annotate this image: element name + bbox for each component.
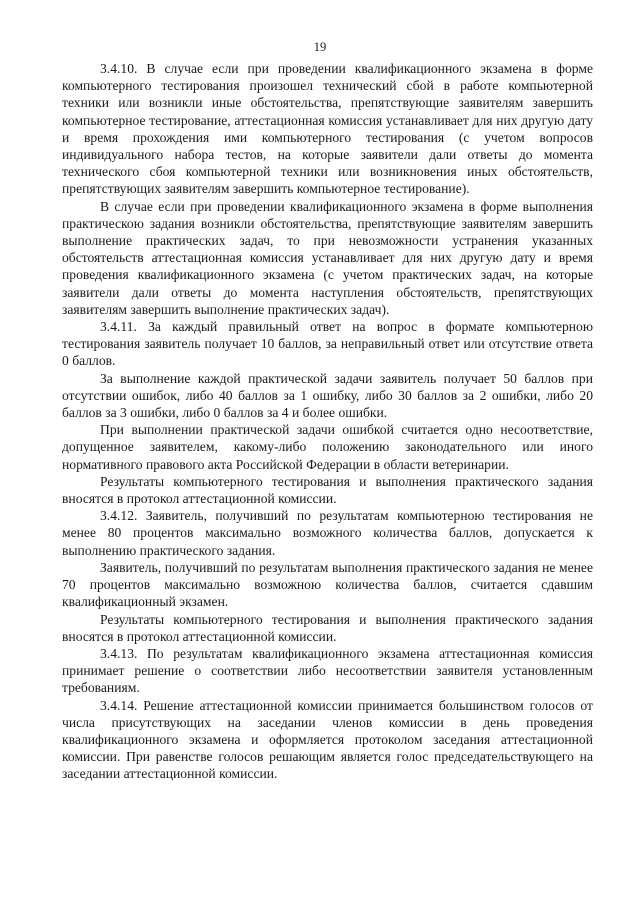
paragraph-results-protocol: Результаты компьютерного тестирования и выполнения практического задания вносятся в протокол аттестационной комиссии.: [62, 473, 593, 507]
page-number: 19: [313, 40, 327, 54]
paragraph-3-4-10: 3.4.10. В случае если при проведении квалификационного экзамена в форме компьютерного тестирования произошел технический сбой в работе компьютерной техники или возникли иные обстоятельства, препятствующие заявителям завершить компьютерное тестирование, аттестационная комиссия устанавливает для них другую дату и время прохождения ими компьютерного тестирования (с учетом вопросов индивидуального набора тестов, на которые заявители дали ответы до момента технического сбоя компьютерной техники или возникновения иных обстоятельств, препятствующих заявителям завершить компьютерное тестирование).: [62, 61, 593, 197]
paragraph-results-protocol-2: Результаты компьютерного тестирования и выполнения практического задания вносятся в протокол аттестационной комиссии.: [62, 611, 593, 644]
paragraph-3-4-13: 3.4.13. По результатам квалификационного экзамена аттестационная комиссия принимает решение о соответствии либо несоответствии заявителя установленным требованиям.: [62, 645, 593, 696]
paragraph-3-4-12: 3.4.12. Заявитель, получивший по результатам компьютерною тестирования не менее 80 процентов максимально возможного количества баллов, допускается к выполнению практического задания.: [62, 508, 593, 558]
paragraph-3-4-11: 3.4.11. За каждый правильный ответ на вопрос в формате компьютерною тестирования заявитель получает 10 баллов, за неправильный ответ или отсутствие ответа 0 баллов.: [62, 319, 593, 369]
document-body: [62, 60, 593, 783]
paragraph-3-4-14: 3.4.14. Решение аттестационной комиссии принимается большинством голосов от числа присутствующих на заседании членов комиссии в день проведения квалификационного экзамена и оформляется протоколом заседания аттестационной комиссии. При равенстве голосов решающим является голос председательствующего на заседании аттестационной комиссии.: [62, 697, 593, 782]
paragraph-exam-passed: Заявитель, получивший по результатам выполнения практического задания не менее 70 процентов максимально возможною количества баллов, считается сдавшим квалификационный экзамен.: [62, 559, 593, 610]
paragraph-practical-task-scoring: За выполнение каждой практической задачи заявитель получает 50 баллов при отсутствии ошибок, либо 40 баллов за 1 ошибку, либо 30 баллов за 2 ошибки, либо 20 баллов за 3 ошибки, либо 0 баллов за 4 и более ошибки.: [62, 370, 593, 421]
paragraph-error-definition: При выполнении практической задачи ошибкой считается одно несоответствие, допущенное заявителем, какому-либо положению законодательного или иного нормативного правового акта Российской Федерации в области ветеринарии.: [62, 422, 593, 472]
paragraph-practical-task-interruption: В случае если при проведении квалификационного экзамена в форме выполнения практическою задания возникли обстоятельства, препятствующие заявителям завершить выполнение практических задач, то при невозможности устранения указанных обстоятельств аттестационная комиссия устанавливает для них другую дату и время проведения квалификационного экзамена (с учетом практических задач, на которые заявители дали ответы до момента наступления обстоятельств, препятствующих заявителям завершить выполнение практических задач).: [62, 198, 593, 317]
